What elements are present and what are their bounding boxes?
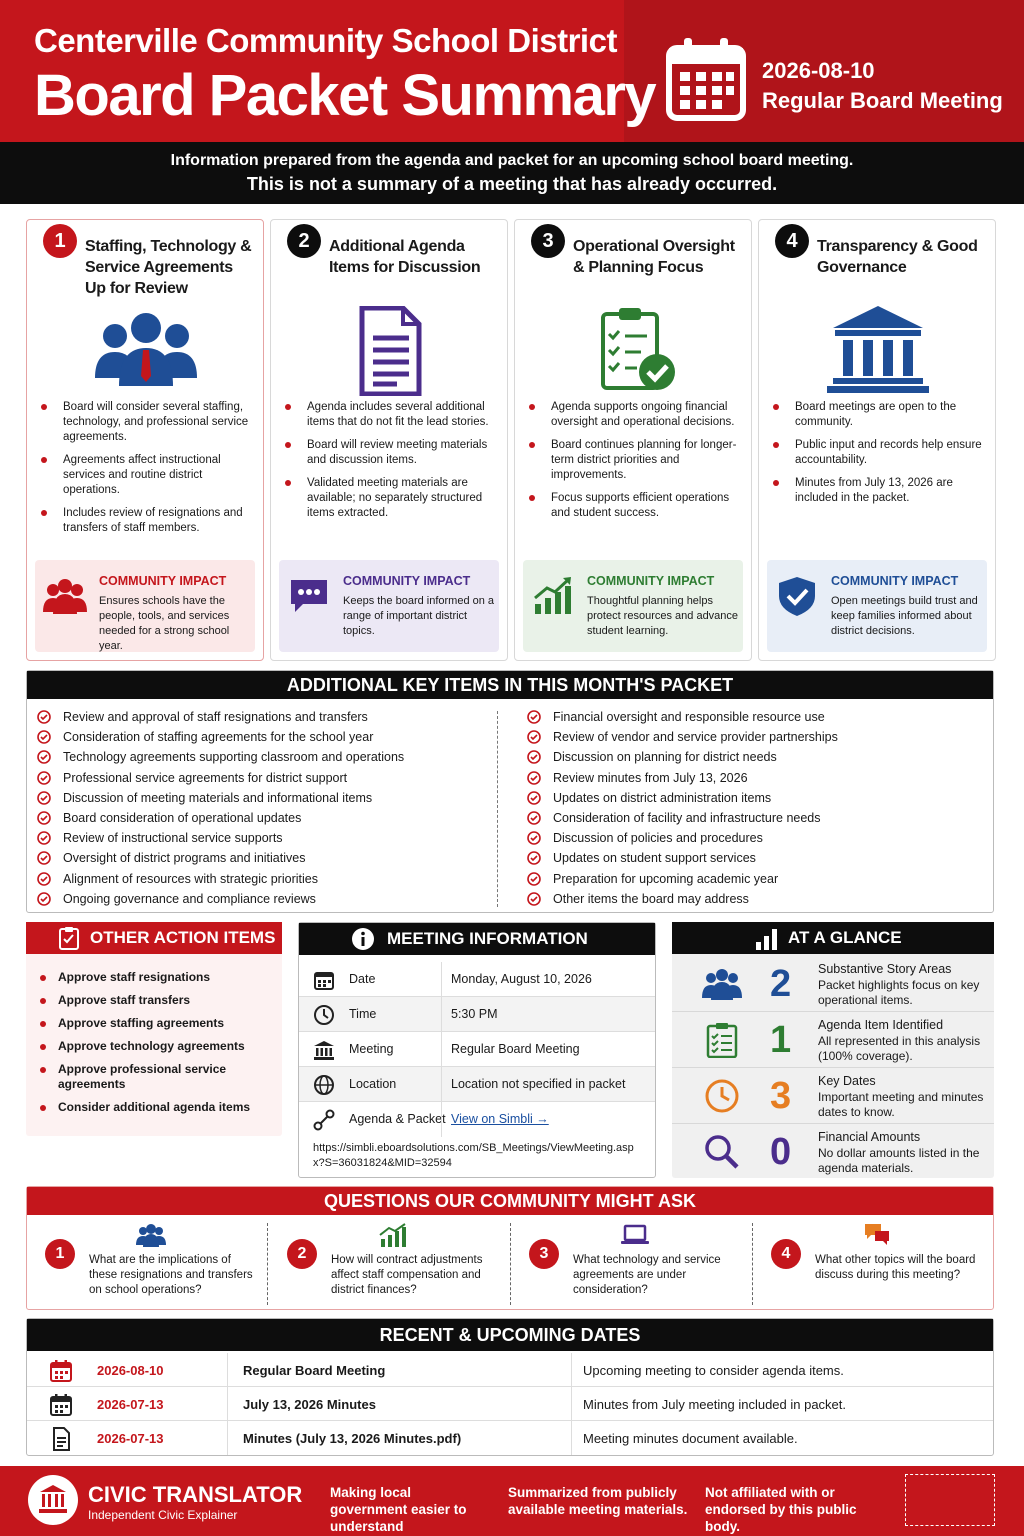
glance-number: 2 [770, 963, 792, 1005]
glance-desc: No dollar amounts listed in the agenda materials. [818, 1146, 980, 1175]
check-circle-icon [527, 872, 541, 886]
link-icon [313, 1109, 335, 1131]
question-item [511, 1215, 753, 1311]
impact-heading: COMMUNITY IMPACT [831, 574, 959, 588]
footer-text: Summarized from publicly available meeting materials. [508, 1485, 688, 1517]
glance-row [672, 1068, 994, 1124]
meeting-type-row [299, 1032, 655, 1067]
key-item-text: Alignment of resources with strategic priorities [63, 871, 318, 886]
card-bullet: Board will consider several staffing, technology, and professional service agreements. [41, 400, 253, 445]
action-item: Approve staffing agreements [40, 1016, 270, 1031]
impact-text: Thoughtful planning helps protect resources and advance student learning. [587, 595, 739, 637]
key-item-text: Technology agreements supporting classroom and operations [63, 750, 405, 765]
people-icon [702, 966, 742, 1002]
growth-chart-icon [377, 1223, 409, 1247]
key-item-text: Other items the board may address [553, 891, 749, 906]
check-circle-icon [527, 750, 541, 764]
question-text: What other topics will the board discuss during this meeting? [815, 1254, 976, 1281]
glance-desc: Important meeting and minutes dates to know. [818, 1090, 984, 1119]
card-bullet: Minutes from July 13, 2026 are included in the packet. [773, 476, 985, 506]
question-text: What are the implications of these resignations and transfers on school operations? [89, 1254, 253, 1296]
divider [441, 1032, 442, 1067]
glance-row [672, 1012, 994, 1068]
calendar-icon [49, 1359, 73, 1383]
question-text: How will contract adjustments affect staff compensation and district finances? [331, 1254, 483, 1296]
key-item [527, 747, 977, 767]
date-title: Minutes (July 13, 2026 Minutes.pdf) [243, 1431, 462, 1446]
key-item [37, 808, 487, 828]
date-title: Regular Board Meeting [243, 1363, 386, 1378]
divider [227, 1421, 228, 1455]
check-circle-icon [37, 750, 51, 764]
calendar-icon [666, 36, 746, 122]
check-circle-icon [37, 771, 51, 785]
key-item-text: Review minutes from July 13, 2026 [553, 770, 748, 785]
check-circle-icon [527, 791, 541, 805]
government-building-icon [28, 1475, 78, 1525]
date-title: July 13, 2026 Minutes [243, 1397, 376, 1412]
check-circle-icon [37, 730, 51, 744]
date-row [27, 1421, 993, 1455]
card-bullet: Agenda supports ongoing financial oversight and operational decisions. [529, 400, 741, 430]
check-circle-icon [527, 730, 541, 744]
action-items-section [26, 922, 282, 1136]
brand-tagline: Independent Civic Explainer [88, 1508, 238, 1522]
column-divider [497, 711, 498, 907]
date-desc: Upcoming meeting to consider agenda items. [583, 1363, 844, 1378]
government-building-icon [823, 306, 933, 396]
card-number: 2 [287, 224, 321, 258]
question-number: 3 [529, 1239, 559, 1269]
row-label: Agenda & Packet [349, 1112, 446, 1126]
story-card-1 [26, 219, 264, 661]
key-item [37, 727, 487, 747]
story-card-3 [514, 219, 752, 661]
card-bullets [529, 400, 741, 529]
key-items-right-list [527, 707, 977, 909]
question-item [753, 1215, 995, 1311]
calendar-icon [49, 1393, 73, 1417]
impact-heading: COMMUNITY IMPACT [587, 574, 715, 588]
key-item [37, 788, 487, 808]
card-bullet: Focus supports efficient operations and student success. [529, 491, 741, 521]
card-bullet: Agreements affect instructional services and routine district operations. [41, 453, 253, 498]
card-number: 1 [43, 224, 77, 258]
clipboard-icon [58, 926, 80, 950]
question-item [27, 1215, 269, 1311]
column-divider [267, 1223, 268, 1305]
check-circle-icon [527, 892, 541, 906]
card-bullet: Board continues planning for longer-term district priorities and improvements. [529, 438, 741, 483]
check-circle-icon [37, 892, 51, 906]
key-item-text: Board consideration of operational updates [63, 810, 302, 825]
row-value: Location not specified in packet [451, 1077, 626, 1091]
meeting-location-row [299, 1067, 655, 1102]
glance-number: 3 [770, 1075, 792, 1117]
page-title: Board Packet Summary [34, 63, 656, 128]
key-item-text: Review and approval of staff resignations and transfers [63, 710, 368, 724]
glance-number: 0 [770, 1131, 792, 1173]
key-items-section [26, 670, 994, 913]
key-item [527, 869, 977, 889]
community-icon [43, 576, 87, 616]
divider [571, 1387, 572, 1421]
key-item [527, 828, 977, 848]
key-item-text: Discussion of meeting materials and informational items [63, 790, 373, 805]
building-icon [313, 1039, 335, 1061]
divider [441, 1102, 442, 1137]
brand-name: CIVIC TRANSLATOR [88, 1482, 303, 1507]
card-title: Additional Agenda Items for Discussion [329, 238, 481, 276]
glance-title: Agenda Item Identified [818, 1018, 944, 1032]
row-label: Location [349, 1077, 397, 1091]
key-item-text: Review of instructional service supports [63, 831, 283, 846]
key-item [37, 768, 487, 788]
check-circle-icon [527, 811, 541, 825]
story-card-4 [758, 219, 996, 661]
impact-heading: COMMUNITY IMPACT [99, 574, 227, 588]
divider [571, 1421, 572, 1455]
magnifier-icon [702, 1134, 742, 1170]
check-circle-icon [527, 831, 541, 845]
date-value: 2026-07-13 [97, 1431, 164, 1446]
divider [571, 1353, 572, 1387]
check-circle-icon [37, 831, 51, 845]
card-bullet: Includes review of resignations and transfers of staff members. [41, 506, 253, 536]
glance-number: 1 [770, 1019, 792, 1061]
key-item [37, 747, 487, 767]
at-a-glance-section [672, 922, 994, 1178]
date-row [27, 1387, 993, 1421]
action-item: Approve staff resignations [40, 970, 270, 985]
laptop-icon [619, 1223, 651, 1247]
impact-box [523, 560, 743, 652]
question-number: 1 [45, 1239, 75, 1269]
notice-line-2: This is not a summary of a meeting that has already occurred. [246, 174, 778, 194]
key-item [527, 768, 977, 788]
date-value: 2026-08-10 [97, 1363, 164, 1378]
glance-row [672, 1124, 994, 1180]
meeting-info-heading: MEETING INFORMATION [299, 923, 655, 955]
notice-banner [0, 142, 1024, 204]
row-value: 5:30 PM [451, 1007, 498, 1021]
card-bullet: Validated meeting materials are available; no separately structured items extracted. [285, 476, 497, 521]
meeting-type: Regular Board Meeting [762, 88, 1003, 113]
key-item [527, 889, 977, 909]
action-items-list [40, 970, 270, 1123]
impact-box [35, 560, 255, 652]
card-number: 4 [775, 224, 809, 258]
clock-icon [313, 1004, 335, 1026]
check-circle-icon [527, 771, 541, 785]
date-value: 2026-07-13 [97, 1397, 164, 1412]
card-bullets [285, 400, 497, 529]
calendar-icon [313, 969, 335, 991]
globe-icon [313, 1074, 335, 1096]
bar-chart-icon [754, 928, 780, 950]
key-item [527, 727, 977, 747]
people-group-icon [91, 306, 201, 396]
page-header [0, 0, 1024, 142]
date-desc: Meeting minutes document available. [583, 1431, 798, 1446]
impact-text: Keeps the board informed on a range of important district topics. [343, 595, 495, 637]
card-bullet: Agenda includes several additional items that do not fit the lead stories. [285, 400, 497, 430]
question-item [269, 1215, 511, 1311]
glance-title: Financial Amounts [818, 1130, 921, 1144]
key-item [527, 788, 977, 808]
page-footer [0, 1466, 1024, 1536]
divider [227, 1387, 228, 1421]
key-item-text: Review of vendor and service provider partnerships [553, 730, 838, 745]
checklist-icon [702, 1022, 742, 1058]
glance-row [672, 956, 994, 1012]
clipboard-check-icon [579, 306, 689, 396]
key-item [37, 889, 487, 909]
card-title: Operational Oversight & Planning Focus [573, 238, 735, 276]
key-item-text: Consideration of staffing agreements for the school year [63, 730, 374, 745]
divider [227, 1353, 228, 1387]
question-number: 2 [287, 1239, 317, 1269]
date-row [27, 1353, 993, 1387]
meeting-date-row [299, 962, 655, 997]
check-circle-icon [527, 710, 541, 724]
row-label: Date [349, 972, 376, 986]
divider [441, 1067, 442, 1102]
key-item [37, 869, 487, 889]
glance-title: Substantive Story Areas [818, 962, 952, 976]
question-text: What technology and service agreements are under consideration? [573, 1254, 721, 1296]
info-icon [351, 927, 375, 951]
impact-heading: COMMUNITY IMPACT [343, 574, 471, 588]
key-item [37, 707, 487, 727]
at-a-glance-heading: AT A GLANCE [672, 922, 994, 954]
check-circle-icon [37, 710, 51, 724]
card-title: Staffing, Technology & Service Agreements Up for Review [85, 238, 252, 297]
document-icon [49, 1427, 73, 1451]
key-item-text: Financial oversight and responsible resource use [553, 710, 825, 724]
people-icon [135, 1223, 167, 1247]
key-items-left-list [37, 707, 487, 909]
impact-text: Open meetings build trust and keep families informed about district decisions. [831, 595, 978, 637]
action-items-heading: OTHER ACTION ITEMS [26, 922, 282, 954]
key-item-text: Preparation for upcoming academic year [553, 871, 779, 886]
card-bullets [773, 400, 985, 514]
key-item-text: Updates on student support services [553, 851, 756, 866]
glance-title: Key Dates [818, 1074, 876, 1088]
meeting-info-section [298, 922, 656, 1178]
packet-url[interactable]: https://simbli.eboardsolutions.com/SB_Meetings/ViewMeeting.aspx?S=36031824&MID=32594 [313, 1142, 634, 1169]
impact-text: Ensures schools have the people, tools, and services needed for a strong school year. [99, 595, 230, 652]
key-item-text: Consideration of facility and infrastructure needs [553, 810, 821, 825]
key-item [527, 707, 977, 727]
action-item: Approve staff transfers [40, 993, 270, 1008]
story-card-2 [270, 219, 508, 661]
glance-desc: Packet highlights focus on key operational items. [818, 978, 980, 1007]
card-bullet: Board will review meeting materials and discussion items. [285, 438, 497, 468]
key-item-text: Updates on district administration items [553, 790, 772, 805]
glance-desc: All represented in this analysis (100% coverage). [818, 1034, 981, 1063]
action-item: Approve professional service agreements [40, 1062, 270, 1092]
civic-translator-logo [28, 1475, 78, 1525]
check-circle-icon [37, 872, 51, 886]
growth-chart-icon [531, 576, 575, 616]
key-item-text: Ongoing governance and compliance reviews [63, 891, 316, 906]
key-item [527, 808, 977, 828]
document-icon [335, 306, 445, 396]
key-item [37, 848, 487, 868]
row-label: Time [349, 1007, 377, 1021]
key-item-text: Professional service agreements for district support [63, 770, 348, 785]
action-item: Approve technology agreements [40, 1039, 270, 1054]
key-item-text: Discussion of policies and procedures [553, 831, 763, 846]
chat-bubbles-icon [861, 1223, 893, 1247]
card-number: 3 [531, 224, 565, 258]
questions-heading: QUESTIONS OUR COMMUNITY MIGHT ASK [27, 1187, 993, 1215]
footer-text: Making local government easier to understand [330, 1485, 467, 1534]
divider [441, 997, 442, 1032]
district-name: Centerville Community School District [34, 22, 617, 59]
row-label: Meeting [349, 1042, 394, 1056]
community-questions-section [26, 1186, 994, 1310]
clock-icon [702, 1078, 742, 1114]
row-value: Regular Board Meeting [451, 1042, 580, 1056]
meeting-date: 2026-08-10 [762, 58, 875, 83]
question-number: 4 [771, 1239, 801, 1269]
check-circle-icon [37, 851, 51, 865]
check-circle-icon [37, 791, 51, 805]
notice-line-1: Information prepared from the agenda and packet for an upcoming school board meeting. [170, 152, 854, 169]
simbli-link[interactable]: View on Simbli → [451, 1112, 549, 1126]
row-value: Monday, August 10, 2026 [451, 972, 592, 986]
shield-check-icon [775, 576, 819, 616]
impact-box [279, 560, 499, 652]
impact-box [767, 560, 987, 652]
card-title: Transparency & Good Governance [817, 238, 978, 276]
check-circle-icon [527, 851, 541, 865]
key-items-heading: ADDITIONAL KEY ITEMS IN THIS MONTH'S PACKET [27, 671, 993, 699]
card-bullet: Public input and records help ensure accountability. [773, 438, 985, 468]
action-item: Consider additional agenda items [40, 1100, 270, 1115]
dates-heading: RECENT & UPCOMING DATES [27, 1319, 993, 1351]
key-item [527, 848, 977, 868]
divider [441, 962, 442, 997]
card-bullet: Board meetings are open to the community. [773, 400, 985, 430]
key-item [37, 828, 487, 848]
key-item-text: Discussion on planning for district needs [553, 750, 777, 765]
footer-text: Not affiliated with or endorsed by this public body. [705, 1485, 857, 1534]
card-bullets [41, 400, 253, 544]
chat-bubble-icon [287, 576, 331, 616]
meeting-packet-row [299, 1102, 655, 1137]
check-circle-icon [37, 811, 51, 825]
placeholder-box [905, 1474, 995, 1526]
date-desc: Minutes from July meeting included in packet. [583, 1397, 847, 1412]
meeting-time-row [299, 997, 655, 1032]
key-item-text: Oversight of district programs and initiatives [63, 851, 306, 866]
dates-section [26, 1318, 994, 1456]
